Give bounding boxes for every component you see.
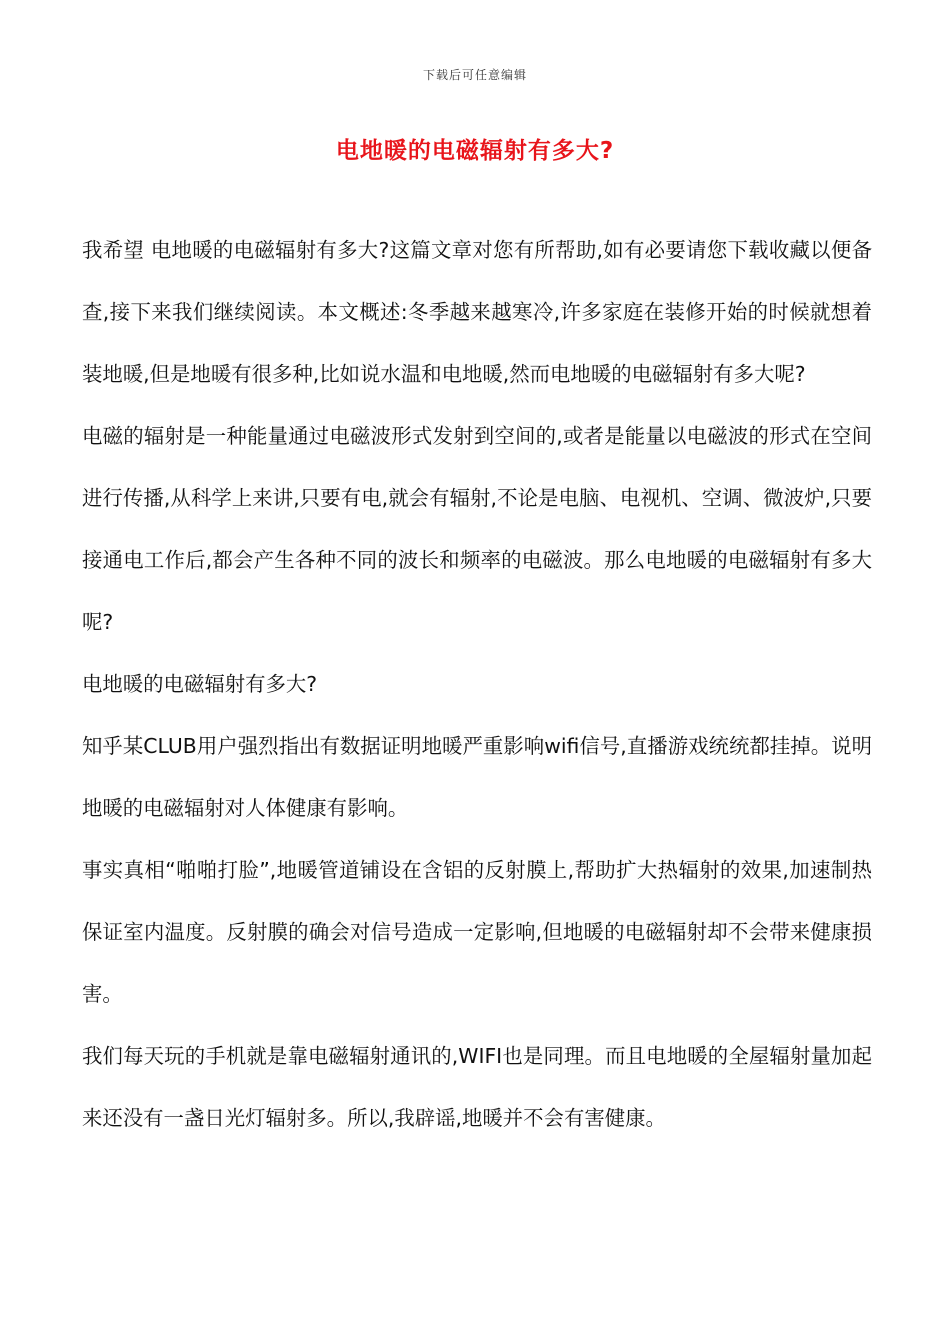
paragraph-intro: 我希望 电地暖的电磁辐射有多大?这篇文章对您有所帮助,如有必要请您下载收藏以便备查,接下来我们继续阅读。本文概述:冬季越来越寒冷,许多家庭在装修开始的时候就想着装地暖,但是地暖有很多种,比如说水温和电地暖,然而电地暖的电磁辐射有多大呢? [82,238,872,386]
paragraph-subheading: 电地暖的电磁辐射有多大? [82,672,318,696]
paragraph-truth: 事实真相“啪啪打脸”,地暖管道铺设在含铝的反射膜上,帮助扩大热辐射的效果,加速制热保证室内温度。反射膜的确会对信号造成一定影响,但地暖的电磁辐射却不会带来健康损害。 [82,858,872,1006]
paragraph-conclusion: 我们每天玩的手机就是靠电磁辐射通讯的,WIFI也是同理。而且电地暖的全屋辐射量加起来还没有一盏日光灯辐射多。所以,我辟谣,地暖并不会有害健康。 [82,1044,872,1130]
document-title: 电地暖的电磁辐射有多大? [335,138,615,164]
page-header-note: 下载后可任意编辑 [422,68,527,82]
document-body [82,219,872,1149]
paragraph-radiation-definition: 电磁的辐射是一种能量通过电磁波形式发射到空间的,或者是能量以电磁波的形式在空间进行传播,从科学上来讲,只要有电,就会有辐射,不论是电脑、电视机、空调、微波炉,只要接通电工作后,都会产生各种不同的波长和频率的电磁波。那么电地暖的电磁辐射有多大呢? [82,424,872,634]
paragraph-zhihu-claim: 知乎某CLUB用户强烈指出有数据证明地暖严重影响wifi信号,直播游戏统统都挂掉。说明地暖的电磁辐射对人体健康有影响。 [82,734,872,820]
